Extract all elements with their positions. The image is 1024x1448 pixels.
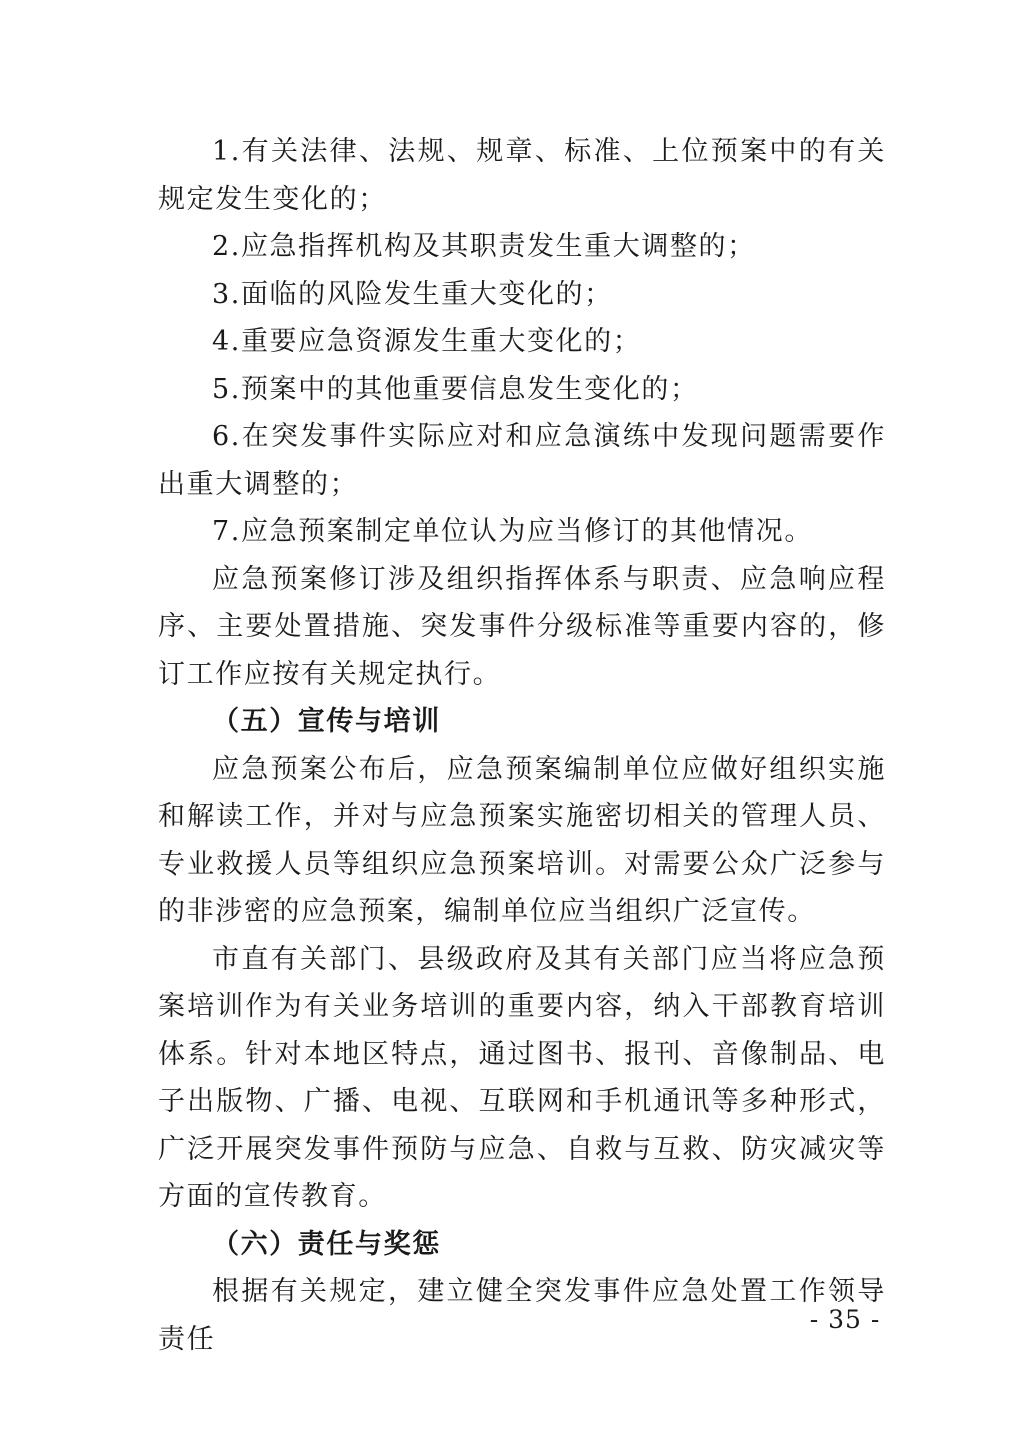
list-item-5: 5.预案中的其他重要信息发生变化的； [212, 373, 699, 405]
revision-paragraph: 应急预案修订涉及组织指挥体系与职责、应急响应程序、主要处置措施、突发事件分级标准等重要内容的，修订工作应按有关规定执行。 [158, 563, 886, 690]
section-heading-publicity-training: （五）宣传与培训 [212, 706, 441, 737]
list-item-1: 1.有关法律、法规、规章、标准、上位预案中的有关规定发生变化的； [158, 136, 886, 215]
page-body [158, 128, 886, 1363]
list-item-6: 6.在突发事件实际应对和应急演练中发现问题需要作出重大调整的； [158, 421, 886, 500]
responsibility-paragraph-1: 根据有关规定，建立健全突发事件应急处置工作领导责任 [158, 1276, 886, 1355]
publicity-paragraph-1: 应急预案公布后，应急预案编制单位应做好组织实施和解读工作，并对与应急预案实施密切相关的管理人员、专业救援人员等组织应急预案培训。对需要公众广泛参与的非涉密的应急预案，编制单位应当组织广泛宣传。 [158, 753, 886, 927]
publicity-paragraph-2: 市直有关部门、县级政府及其有关部门应当将应急预案培训作为有关业务培训的重要内容，纳入干部教育培训体系。针对本地区特点，通过图书、报刊、音像制品、电子出版物、广播、电视、互联网和手机通讯等多种形式，广泛开展突发事件预防与应急、自救与互救、防灾减灾等方面的宣传教育。 [158, 943, 886, 1212]
list-item-7: 7.应急预案制定单位认为应当修订的其他情况。 [212, 516, 813, 547]
list-item-3: 3.面临的风险发生重大变化的； [212, 278, 613, 310]
list-item-2: 2.应急指挥机构及其职责发生重大调整的； [212, 231, 756, 262]
page-number: - 35 - [809, 1305, 881, 1334]
list-item-4: 4.重要应急资源发生重大变化的； [212, 326, 642, 357]
section-heading-responsibility: （六）责任与奖惩 [212, 1228, 441, 1260]
